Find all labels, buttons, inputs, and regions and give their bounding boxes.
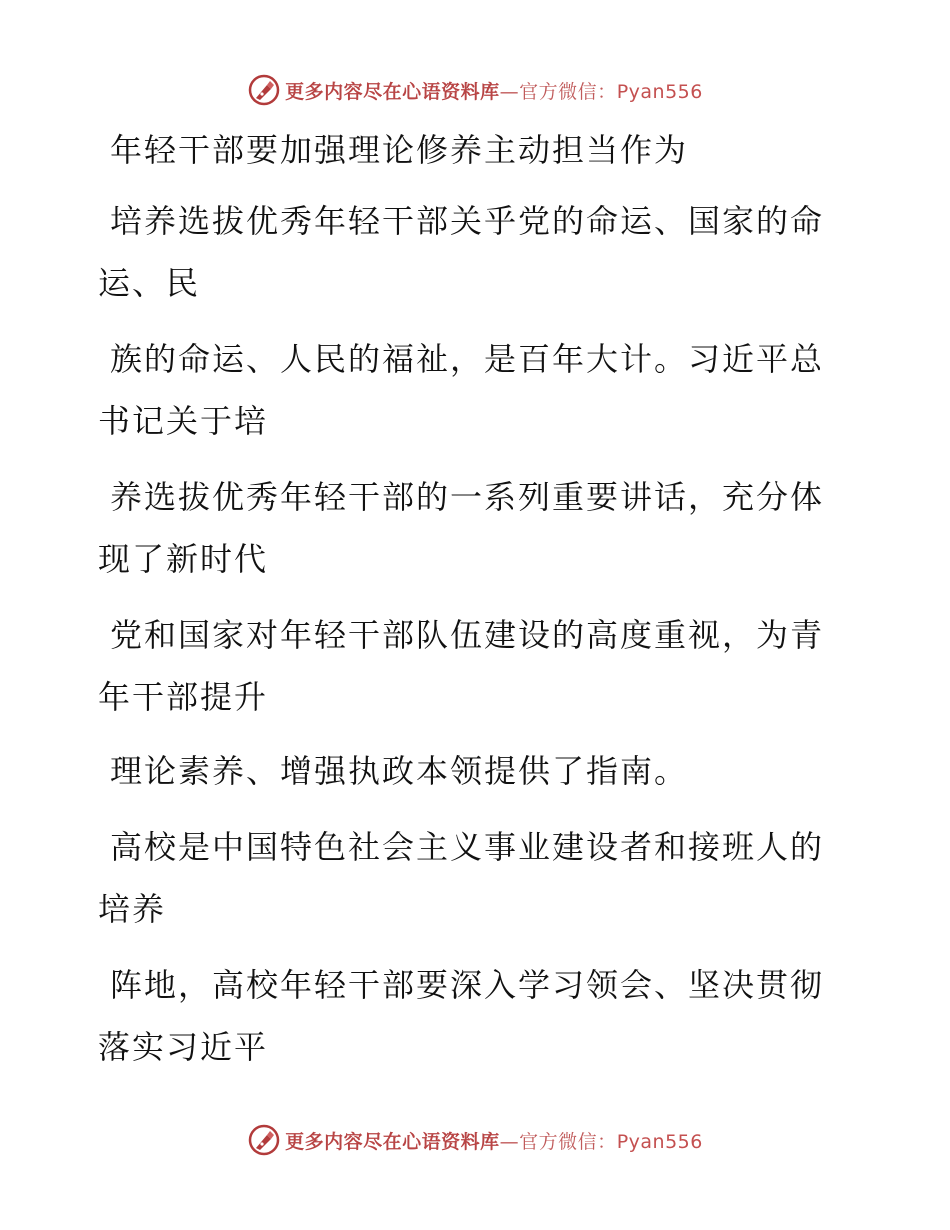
paragraph-line: 落实习近平 (98, 1028, 269, 1066)
paragraph-line: 现了新时代 (98, 540, 269, 578)
watermark-dash: — (499, 1130, 520, 1153)
watermark-main: 更多内容尽在心语资料库 (285, 80, 500, 103)
header-watermark (0, 70, 950, 110)
watermark-dash: — (499, 80, 520, 103)
paragraph-line: 党和国家对年轻干部队伍建设的高度重视，为青 (110, 616, 825, 654)
footer-watermark (0, 1120, 950, 1160)
paragraph-line: 阵地，高校年轻干部要深入学习领会、坚决贯彻 (110, 966, 825, 1004)
watermark-id: Pyan556 (616, 80, 703, 103)
paragraph-line: 书记关于培 (98, 402, 269, 440)
watermark-sub: 官方微信： (519, 80, 617, 103)
paragraph (98, 190, 838, 314)
paragraph-line: 培养选拔优秀年轻干部关乎党的命运、国家的命 (110, 202, 825, 240)
watermark-text (285, 1127, 703, 1154)
watermark-text (285, 77, 703, 104)
paragraph-line: 年干部提升 (98, 678, 269, 716)
paragraph-line: 高校是中国特色社会主义事业建设者和接班人的 (110, 828, 825, 866)
paragraph-single-line: 理论素养、增强执政本领提供了指南。 (110, 752, 689, 790)
paragraph (98, 954, 838, 1078)
paragraph-line: 养选拔优秀年轻干部的一系列重要讲话，充分体 (110, 478, 825, 516)
paragraph-line: 族的命运、人民的福祉，是百年大计。习近平总 (110, 340, 825, 378)
pen-nib-logo-icon (247, 1123, 281, 1157)
watermark-id: Pyan556 (616, 1130, 703, 1153)
paragraph-line: 运、民 (98, 264, 201, 302)
paragraph (98, 466, 838, 590)
paragraph (98, 328, 838, 452)
paragraph (98, 604, 838, 728)
paragraph (98, 816, 838, 940)
paragraph-line: 培养 (98, 890, 167, 928)
document-title: 年轻干部要加强理论修养主动担当作为 (110, 131, 689, 169)
document-body (98, 120, 838, 1078)
pen-nib-logo-icon (247, 73, 281, 107)
watermark-sub: 官方微信： (519, 1130, 617, 1153)
watermark-main: 更多内容尽在心语资料库 (285, 1130, 500, 1153)
